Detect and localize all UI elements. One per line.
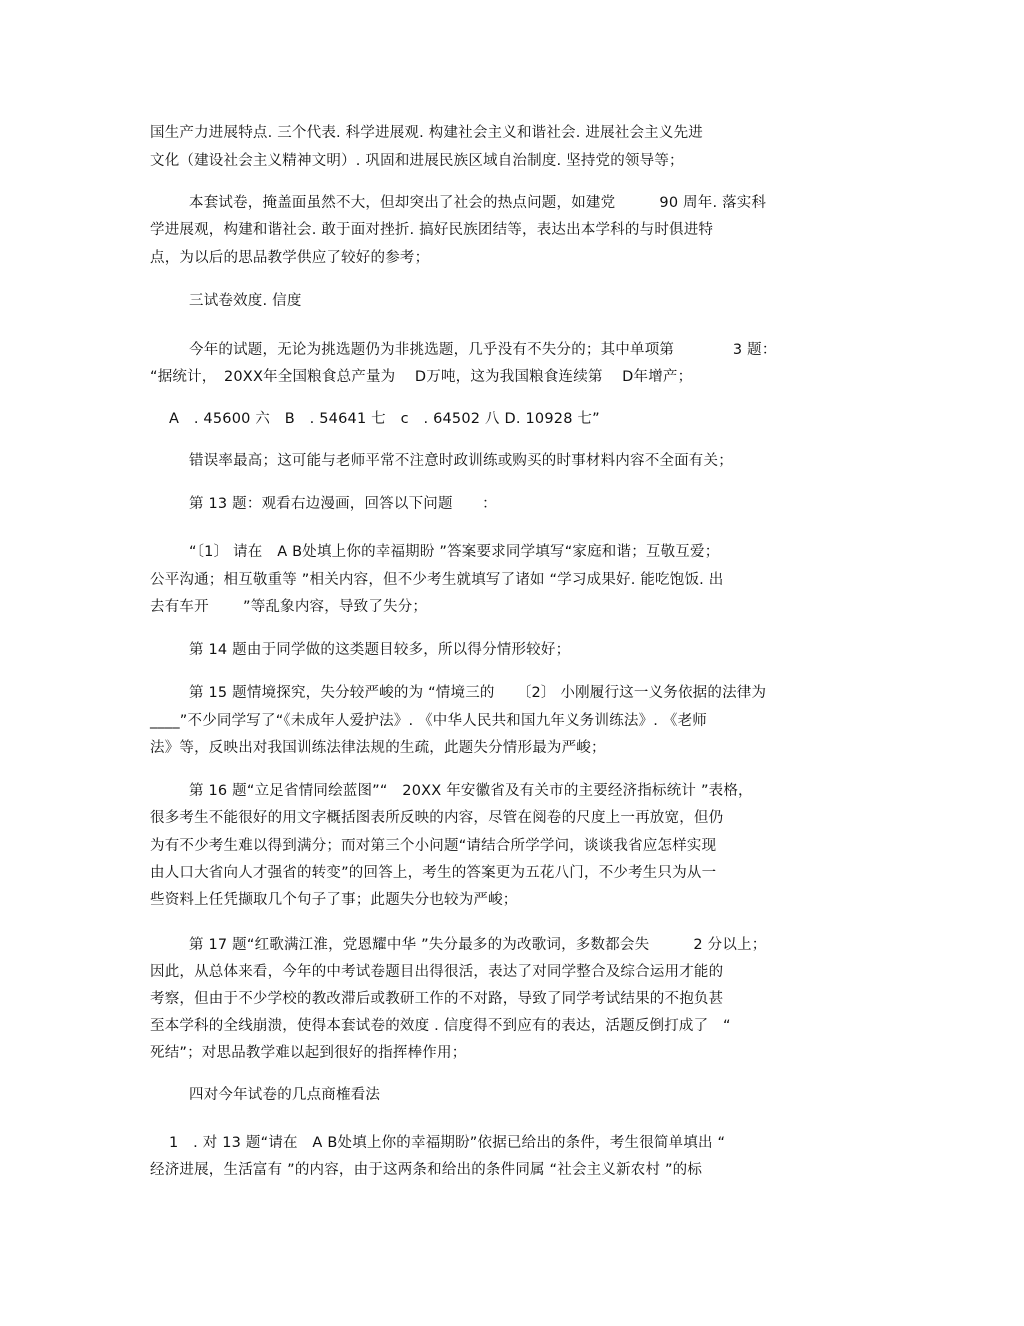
text-line: 考察，但由于不少学校的教改滞后或教研工作的不对路，导致了同学考试结果的不抱负甚 — [150, 991, 724, 1007]
text-line: 国生产力进展特点. 三个代表. 科学进展观. 构建社会主义和谐社会. 进展社会主义先进 — [150, 125, 703, 141]
text-line: “〔1〕 请在 A B处填上你的幸福期盼 ”答案要求同学填写“家庭和谐；互敬互爱； — [189, 544, 720, 560]
text-line: 死结”；对思品教学难以起到很好的指挥棒作用； — [150, 1045, 467, 1061]
section-heading: 四对今年试卷的几点商榷看法 — [189, 1087, 381, 1103]
text-line: 本套试卷，掩盖面虽然不大，但却突出了社会的热点问题，如建党 90 周年. 落实科 — [189, 195, 767, 211]
answer-options: A . 45600 六 B . 54641 七 c . 64502 八 D. 10928 七” — [169, 411, 600, 427]
text-line: 为有不少考生难以得到满分；而对第三个小问题“请结合所学学问，谈谈我省应怎样实现 — [150, 838, 717, 854]
text-line: 因此，从总体来看，今年的中考试卷题目出得很活，表达了对同学整合及综合运用才能的 — [150, 964, 724, 980]
text-line: 至本学科的全线崩溃，使得本套试卷的效度 . 信度得不到应有的表达，活题反倒打成了 “ — [150, 1018, 731, 1034]
text-line: 第 15 题情境探究，失分较严峻的为 “情境三的 〔2〕 小刚履行这一义务依据的法律为 — [189, 685, 767, 701]
section-heading: 三试卷效度. 信度 — [189, 293, 302, 309]
text-line: 点，为以后的思品教学供应了较好的参考； — [150, 250, 430, 266]
text-line: 第 14 题由于同学做的这类题目较多，所以得分情形较好； — [189, 642, 571, 658]
text-line: 今年的试题，无论为挑选题仍为非挑选题，几乎没有不失分的；其中单项第 3 题： — [189, 342, 777, 358]
text-line: 很多考生不能很好的用文字概括图表所反映的内容，尽管在阅卷的尺度上一再放宽，但仍 — [150, 810, 724, 826]
text-line: 第 13 题：观看右边漫画，回答以下问题 ： — [189, 496, 497, 512]
text-line: 去有车开 ”等乱象内容，导致了失分； — [150, 599, 428, 615]
text-line: 第 16 题“立足省情同绘蓝图”“ 20XX 年安徽省及有关市的主要经济指标统计 ”表格， — [189, 783, 753, 799]
text-line: 由人口大省向人才强省的转变”的回答上，考生的答案更为五花八门，不少考生只为从一 — [150, 865, 717, 881]
text-line: 经济进展，生活富有 ”的内容，由于这两条和给出的条件同属 “社会主义新农村 ”的标 — [150, 1162, 703, 1178]
text-line: 第 17 题“红歌满江淮，党恩耀中华 ”失分最多的为改歌词，多数都会失 2 分以上； — [189, 937, 767, 953]
text-line: 些资料上任凭撷取几个句子了事；此题失分也较为严峻； — [150, 892, 518, 908]
text-line: 1 . 对 13 题“请在 A B处填上你的幸福期盼”依据已给出的条件，考生很简单填出 “ — [169, 1135, 726, 1151]
text-line: ____”不少同学写了“《未成年人爱护法》. 《中华人民共和国九年义务训练法》. 《老师 — [150, 713, 708, 729]
text-line: 公平沟通；相互敬重等 ”相关内容，但不少考生就填写了诸如 “学习成果好. 能吃饱饭. 出 — [150, 572, 724, 588]
text-line: “据统计， 20XX年全国粮食总产量为 D万吨，这为我国粮食连续第 D年增产； — [150, 369, 693, 385]
text-line: 学进展观，构建和谐社会. 敢于面对挫折. 搞好民族团结等，表达出本学科的与时俱进特 — [150, 222, 714, 238]
text-line: 文化（建设社会主义精神文明）. 巩固和进展民族区域自治制度. 坚持党的领导等； — [150, 153, 684, 169]
text-line: 错误率最高；这可能与老师平常不注意时政训练或购买的时事材料内容不全面有关； — [189, 453, 733, 469]
text-line: 法》等，反映出对我国训练法律法规的生疏，此题失分情形最为严峻； — [150, 740, 606, 756]
